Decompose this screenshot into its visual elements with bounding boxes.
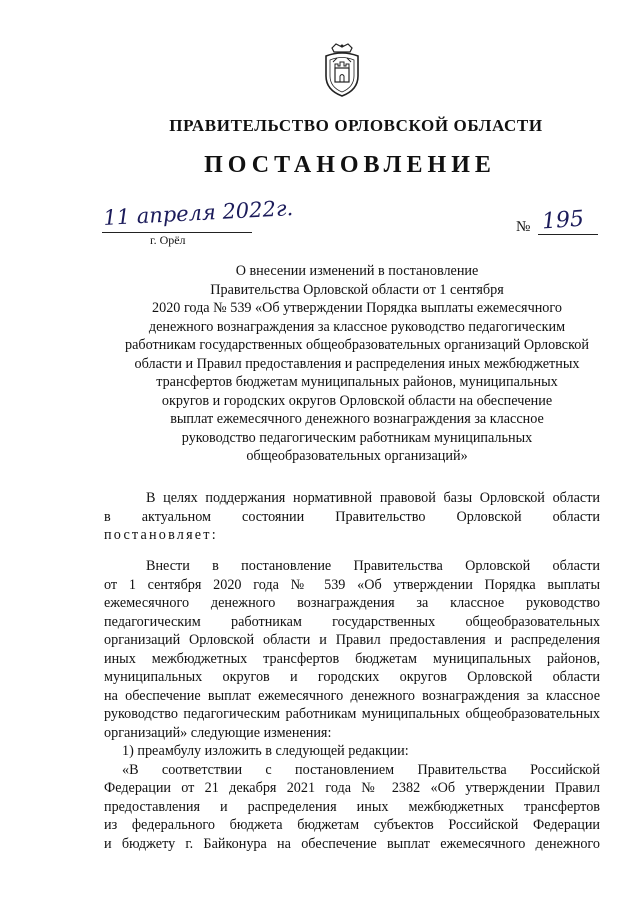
body-line: организаций» следующие изменения:: [104, 724, 332, 741]
preamble-line: в актуальном состоянии Правительство Орловской области: [104, 508, 600, 525]
number-label: №: [516, 219, 531, 235]
body-line: «В соответствии с постановлением Правительства Российской: [122, 761, 600, 778]
body-line: муниципальных округов и городских округов Орловской области: [104, 669, 600, 685]
handwritten-number: 195: [541, 206, 585, 235]
body-line: руководство педагогическим работникам муниципальных общеобразовательных: [104, 706, 600, 722]
orel-coat-of-arms-icon: [322, 42, 362, 98]
body-line: от 1 сентября 2020 года № 539 «Об утверждении Порядка выплаты: [104, 576, 600, 593]
body-line: на обеспечение выплат ежемесячного денежного вознаграждения за классное: [104, 687, 600, 704]
body-line: ежемесячного денежного вознаграждения за классное руководство: [104, 595, 600, 611]
subject-line: работникам государственных общеобразовательных организаций Орловской: [125, 337, 589, 353]
document-type-heading: ПОСТАНОВЛЕНИЕ: [204, 152, 496, 178]
handwritten-date: 11 апреля 2022г.: [102, 196, 294, 230]
subject-line: Правительства Орловской области от 1 сентября: [210, 281, 504, 298]
body-line: Внести в постановление Правительства Орловской области: [146, 558, 600, 574]
subject-line: области и Правил предоставления и распределения иных межбюджетных: [134, 355, 580, 372]
body-line: Федерации от 21 декабря 2021 года № 2382 «Об утверждении Правил: [104, 780, 600, 796]
subject-line: округов и городских округов Орловской области на обеспечение: [161, 392, 553, 409]
subject-line: руководство педагогическим работникам муниципальных: [181, 429, 533, 446]
subject-line: выплат ежемесячного денежного вознаграждения за классное: [170, 411, 544, 427]
body-line: и бюджету г. Байконура на обеспечение выплат ежемесячного денежного: [104, 835, 600, 852]
subject-line: О внесении изменений в постановление: [235, 263, 479, 279]
preamble-resolves: постановляет:: [104, 527, 218, 543]
body-line: педагогическим работникам государственных общеобразовательных: [104, 613, 600, 630]
subject-line: трансфертов бюджетам муниципальных районов, муниципальных: [156, 374, 558, 390]
preamble-paragraph: [104, 489, 600, 545]
body-line: из федерального бюджета бюджетам субъектов Российской Федерации: [104, 817, 600, 833]
body-line: предоставления и распределения иных межбюджетных трансфертов: [104, 798, 600, 815]
resolution-subject: [0, 262, 640, 466]
preamble-line: В целях поддержания нормативной правовой базы Орловской области: [146, 490, 600, 506]
government-title: ПРАВИТЕЛЬСТВО ОРЛОВСКОЙ ОБЛАСТИ: [169, 116, 543, 135]
city-name: г. Орёл: [150, 233, 186, 247]
resolution-body: [104, 557, 600, 853]
subject-line: общеобразовательных организаций»: [246, 448, 468, 464]
body-line: иных межбюджетных трансфертов бюджетам муниципальных районов,: [104, 650, 600, 667]
subject-line: денежного вознаграждения за классное руководство педагогическим: [148, 318, 566, 335]
body-line: организаций Орловской области и Правил предоставления и распределения: [104, 632, 600, 648]
subject-line: 2020 года № 539 «Об утверждении Порядка выплаты ежемесячного: [152, 300, 562, 316]
body-line: 1) преамбулу изложить в следующей редакции:: [122, 743, 409, 759]
